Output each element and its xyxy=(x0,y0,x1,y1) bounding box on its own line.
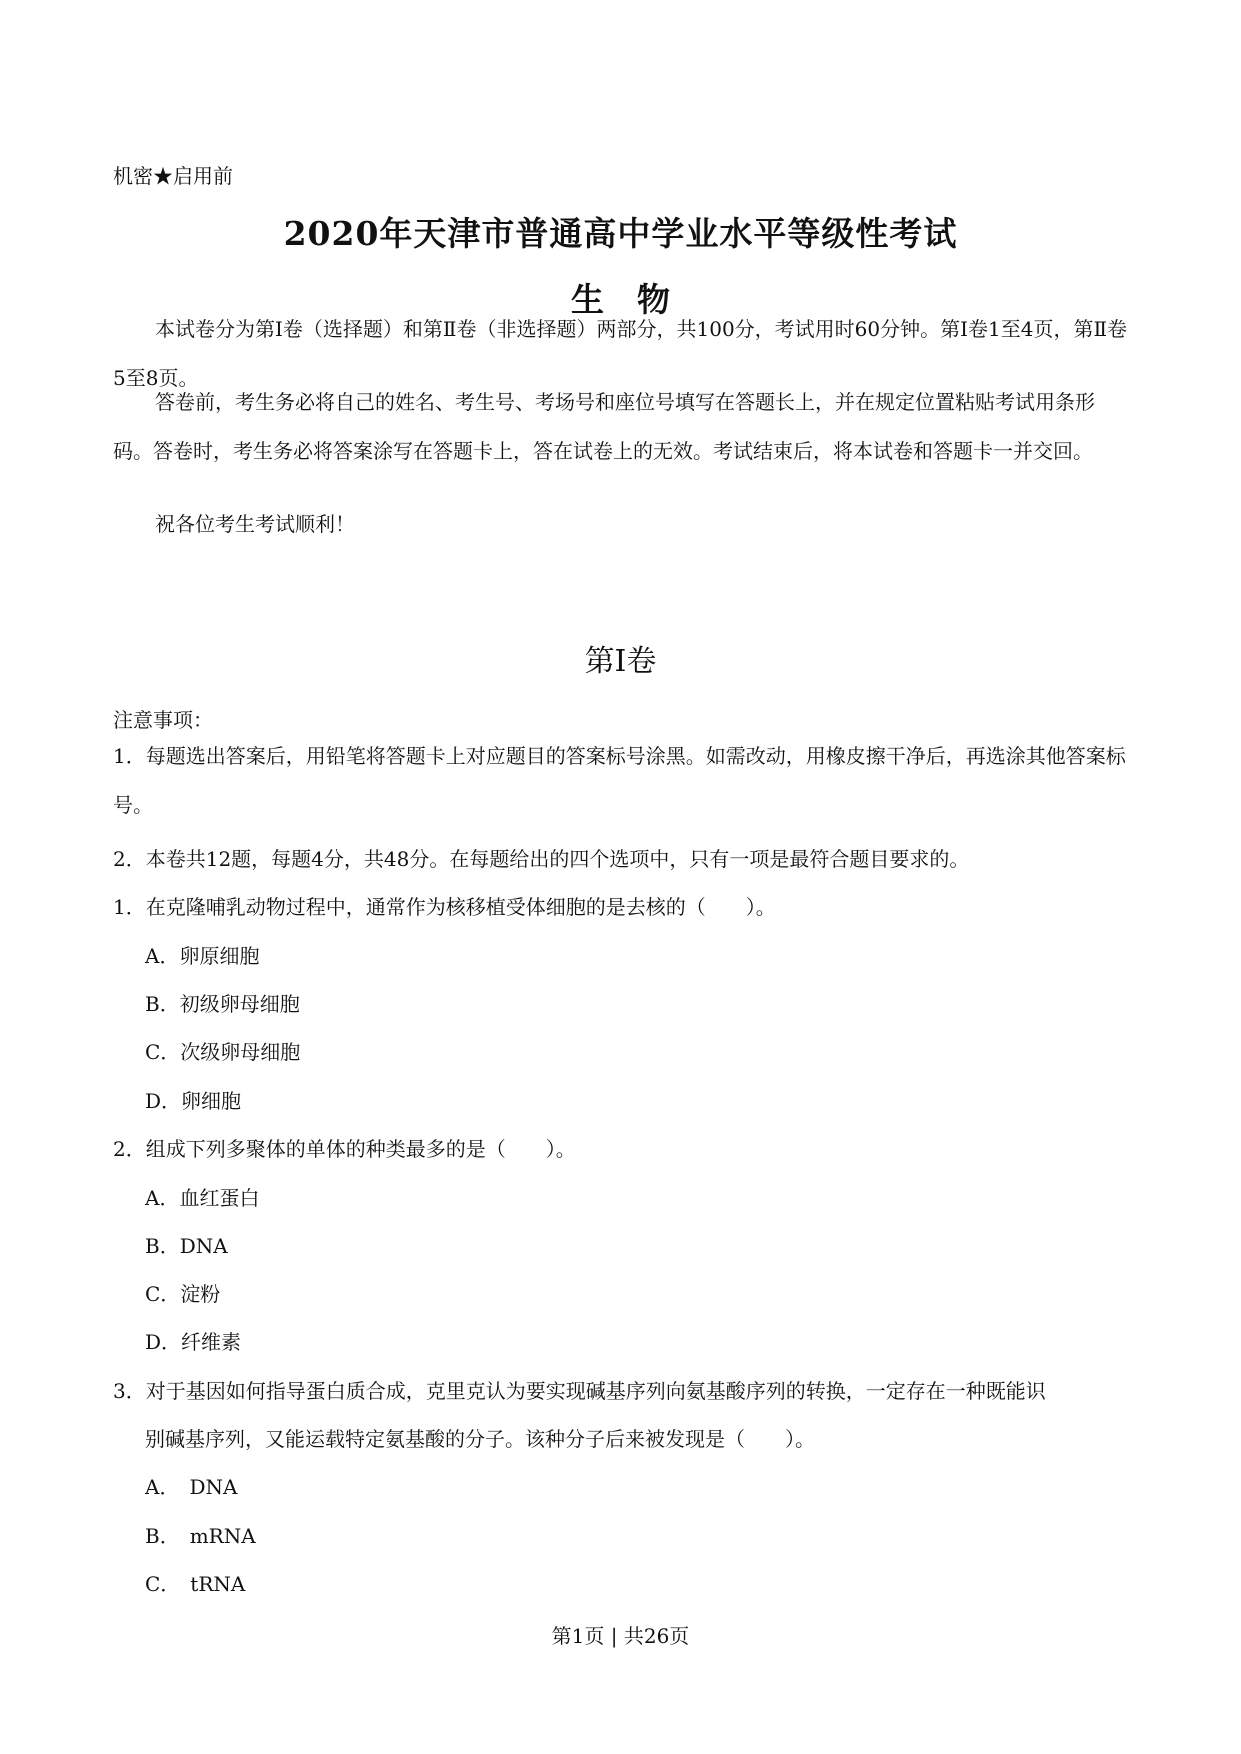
question-2-option-a: A．血红蛋白 xyxy=(145,1186,260,1210)
exam-title: 2020年天津市普通高中学业水平等级性考试 xyxy=(283,214,958,253)
note-1: 1．每题选出答案后，用铅笔将答题卡上对应题目的答案标号涂黑。如需改动，用橡皮擦干净后，再选涂其他答案标号。 xyxy=(113,744,1126,817)
question-3-stem-line-1: 3．对于基因如何指导蛋白质合成，克里克认为要实现碱基序列向氨基酸序列的转换，一定存在一种既能识 xyxy=(113,1379,1046,1403)
question-1-option-a: A．卵原细胞 xyxy=(145,944,260,968)
page-footer: 第1页 | 共26页 xyxy=(551,1624,690,1648)
question-2-option-d: D．纤维素 xyxy=(145,1330,242,1354)
question-3-option-a: A． DNA xyxy=(145,1475,238,1499)
intro-paragraph-1: 本试卷分为第Ⅰ卷（选择题）和第Ⅱ卷（非选择题）两部分，共100分，考试用时60分钟。第Ⅰ卷1至4页，第Ⅱ卷5至8页。 xyxy=(113,317,1128,390)
question-1-option-d: D．卵细胞 xyxy=(145,1089,242,1113)
question-3-stem-line-2: 别碱基序列，又能运载特定氨基酸的分子。该种分子后来被发现是（ ）。 xyxy=(145,1427,815,1451)
question-2-option-c: C．淀粉 xyxy=(145,1282,221,1306)
question-1-option-b: B．初级卵母细胞 xyxy=(145,992,300,1016)
question-3-option-c: C． tRNA xyxy=(145,1572,246,1596)
note-2: 2．本卷共12题，每题4分，共48分。在每题给出的四个选项中，只有一项是最符合题目要求的。 xyxy=(113,847,970,871)
question-2-option-b: B．DNA xyxy=(145,1234,228,1258)
question-2-stem: 2．组成下列多聚体的单体的种类最多的是（ ）。 xyxy=(113,1137,576,1161)
question-1-option-c: C．次级卵母细胞 xyxy=(145,1040,301,1064)
intro-paragraph-3: 祝各位考生考试顺利！ xyxy=(155,512,355,536)
confidential-mark: 机密★启用前 xyxy=(113,164,233,188)
question-3-option-b: B． mRNA xyxy=(145,1524,256,1548)
intro-paragraph-2: 答卷前，考生务必将自己的姓名、考生号、考场号和座位号填写在答题长上，并在规定位置粘贴考试用条形码。答卷时，考生务必将答案涂写在答题卡上，答在试卷上的无效。考试结束后，将本试卷和答题卡一并交回。 xyxy=(113,390,1095,463)
subject-title: 生 物 xyxy=(571,280,670,319)
notes-heading: 注意事项： xyxy=(113,708,213,732)
section-title: 第Ⅰ卷 xyxy=(584,644,657,679)
question-1-stem: 1．在克隆哺乳动物过程中，通常作为核移植受体细胞的是去核的（ ）。 xyxy=(113,895,776,919)
